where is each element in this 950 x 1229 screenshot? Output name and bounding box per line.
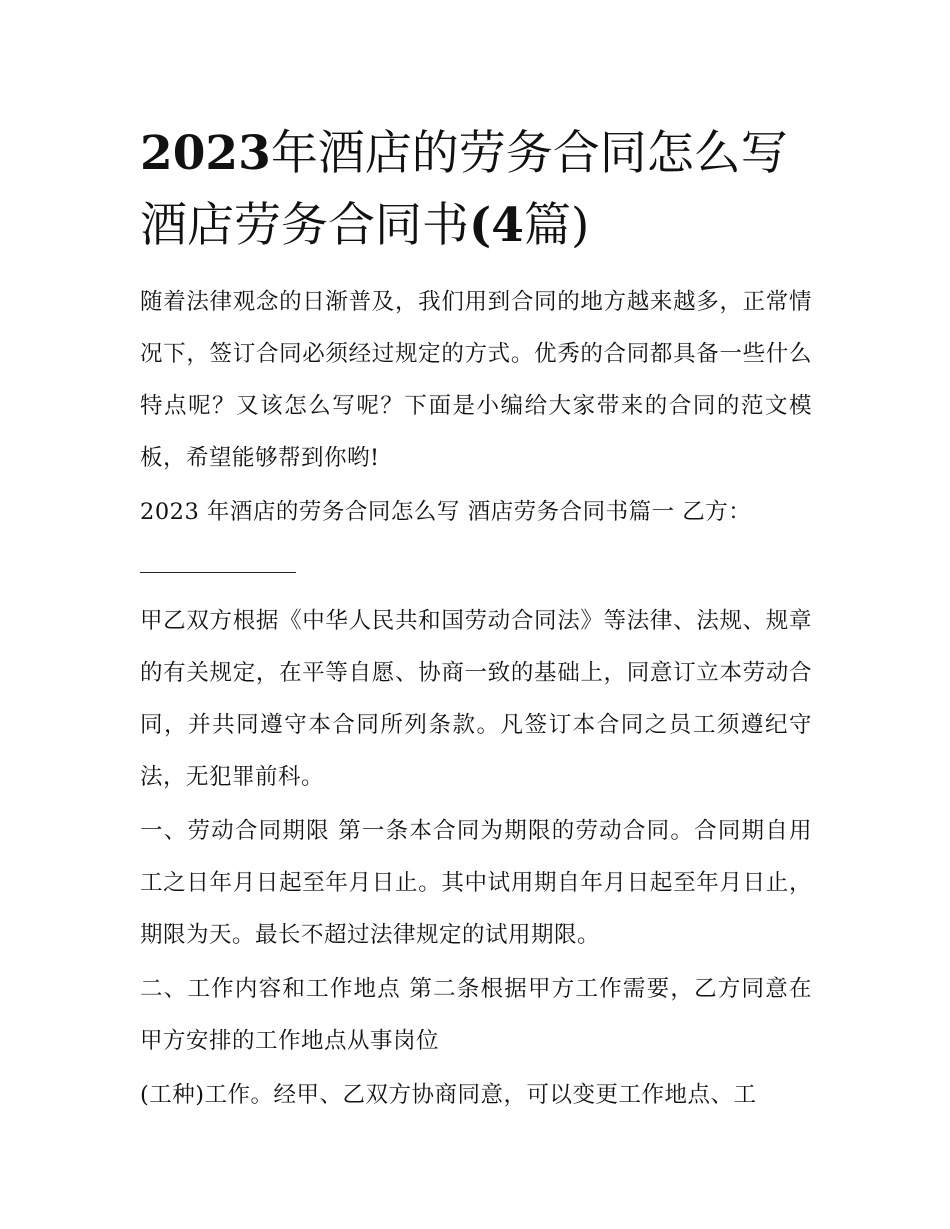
title-line-1 xyxy=(140,126,788,181)
title-line-2 xyxy=(140,198,589,253)
document-body xyxy=(140,276,812,1121)
clause-term-paragraph: 一、劳动合同期限 第一条本合同为期限的劳动合同。合同期自用工之日年月日起至年月日止。其中试用期自年月日起至年月日止，期限为天。最长不超过法律规定的试用期限。 xyxy=(140,818,812,948)
title-year: 2023 xyxy=(140,126,271,181)
title-line-2-tail: 篇) xyxy=(523,198,590,253)
preamble-paragraph: 甲乙双方根据《中华人民共和国劳动合同法》等法律、法规、规章的有关规定，在平等自愿、协商一致的基础上，同意订立本劳动合同，并共同遵守本合同所列条款。凡签订本合同之员工须遵纪守法，无犯罪前科。 xyxy=(140,608,812,790)
document-title xyxy=(140,118,820,262)
intro-paragraph: 随着法律观念的日渐普及，我们用到合同的地方越来越多，正常情况下，签订合同必须经过规定的方式。优秀的合同都具备一些什么特点呢？又该怎么写呢？下面是小编给大家带来的合同的范文模板，希望能够帮到你哟! xyxy=(140,289,812,471)
title-line-2-text: 酒店劳务合同书 xyxy=(140,198,469,253)
clause-work-type-paragraph: (工种)工作。经甲、乙双方协商同意，可以变更工作地点、工 xyxy=(140,1082,757,1108)
section-heading-paragraph: 2023 年酒店的劳务合同怎么写 酒店劳务合同书篇一 乙方： xyxy=(140,499,752,525)
clause-work-content-paragraph: 二、工作内容和工作地点 第二条根据甲方工作需要，乙方同意在甲方安排的工作地点从事岗位 xyxy=(140,976,812,1054)
signature-blank-line xyxy=(140,572,296,573)
title-line-1-text: 年酒店的劳务合同怎么写 xyxy=(270,126,788,181)
title-paren-open: ( xyxy=(469,198,492,253)
title-count: 4 xyxy=(491,198,524,253)
